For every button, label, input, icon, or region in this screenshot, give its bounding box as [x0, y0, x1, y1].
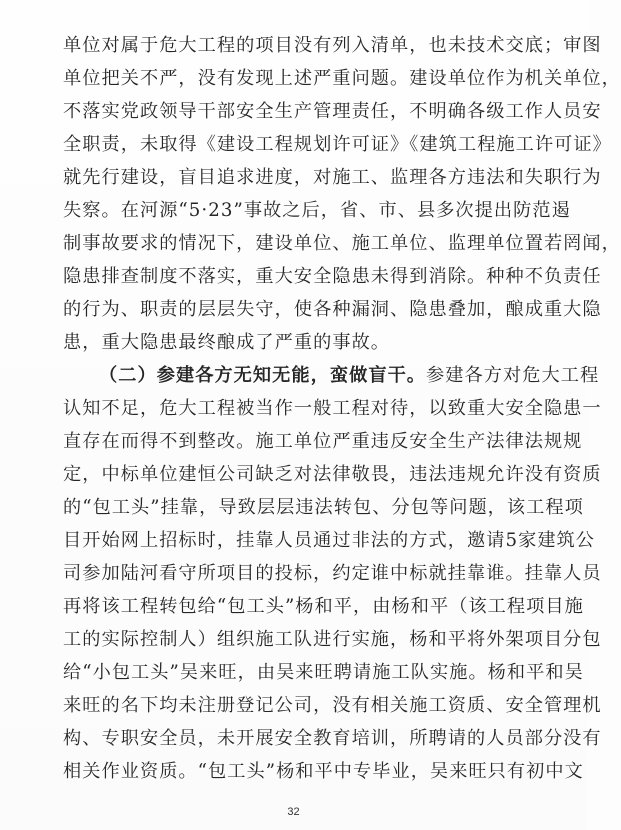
text-line: 全职责，未取得《建设工程规划许可证》《建筑工程施工许可证》 — [63, 134, 612, 155]
text-line: 的“包工头”挂靠，导致层层违法转包、分包等问题，该工程项 — [63, 497, 584, 518]
page-number: 32 — [287, 806, 300, 818]
text-line: 的行为、职责的层层失守，使各种漏洞、隐患叠加，酿成重大隐 — [63, 299, 602, 320]
text-line — [63, 359, 600, 392]
text-line: 再将该工程转包给“包工头”杨和平，由杨和平（该工程项目施 — [63, 596, 584, 617]
text-line: 认知不足，危大工程被当作一般工程对待，以致重大安全隐患一 — [63, 398, 602, 419]
paragraph-1 — [63, 29, 621, 359]
text-line: 就先行建设，盲目追求进度，对施工、监理各方违法和失职行为 — [63, 167, 602, 188]
paragraph-2 — [63, 359, 602, 788]
body-text — [63, 29, 621, 788]
text-line: 构、专职安全员，未开展安全教育培训，所聘请的人员部分没有 — [63, 728, 602, 749]
text-line: 定，中标单位建恒公司缺乏对法律敬畏，违法违规允许没有资质 — [63, 464, 602, 485]
text-line: 来旺的名下均未注册登记公司，没有相关施工资质、安全管理机 — [63, 695, 602, 716]
heading-line-continuation: 参建各方对危大工程 — [426, 365, 600, 386]
text-line: 给“小包工头”吴来旺，由吴来旺聘请施工队实施。杨和平和吴 — [63, 662, 584, 683]
text-line: 失察。在河源“5·23”事故之后，省、市、县多次提出防范遏 — [63, 200, 571, 221]
text-line: 隐患排查制度不落实，重大安全隐患未得到消除。种种不负责任 — [63, 266, 602, 287]
text-line: 单位把关不严，没有发现上述严重问题。建设单位作为机关单位， — [63, 68, 621, 89]
text-line: 目开始网上招标时，挂靠人员通过非法的方式，邀请5家建筑公 — [63, 530, 596, 551]
text-line: 不落实党政领导干部安全生产管理责任，不明确各级工作人员安 — [63, 101, 602, 122]
text-line: 患，重大隐患最终酿成了严重的事故。 — [63, 332, 391, 353]
section-heading: （二）参建各方无知无能，蛮做盲干。 — [99, 365, 427, 386]
text-line: 制事故要求的情况下，建设单位、施工单位、监理单位置若罔闻， — [63, 233, 621, 254]
text-line: 直存在而得不到整改。施工单位严重违反安全生产法律法规规 — [63, 431, 583, 452]
text-line: 司参加陆河看守所项目的投标，约定谁中标就挂靠谁。挂靠人员 — [63, 563, 602, 584]
text-line: 工的实际控制人）组织施工队进行实施，杨和平将外架项目分包 — [63, 629, 602, 650]
text-line: 单位对属于危大工程的项目没有列入清单，也未技术交底；审图 — [63, 35, 602, 56]
text-line: 相关作业资质。“包工头”杨和平中专毕业，吴来旺只有初中文 — [63, 761, 584, 782]
